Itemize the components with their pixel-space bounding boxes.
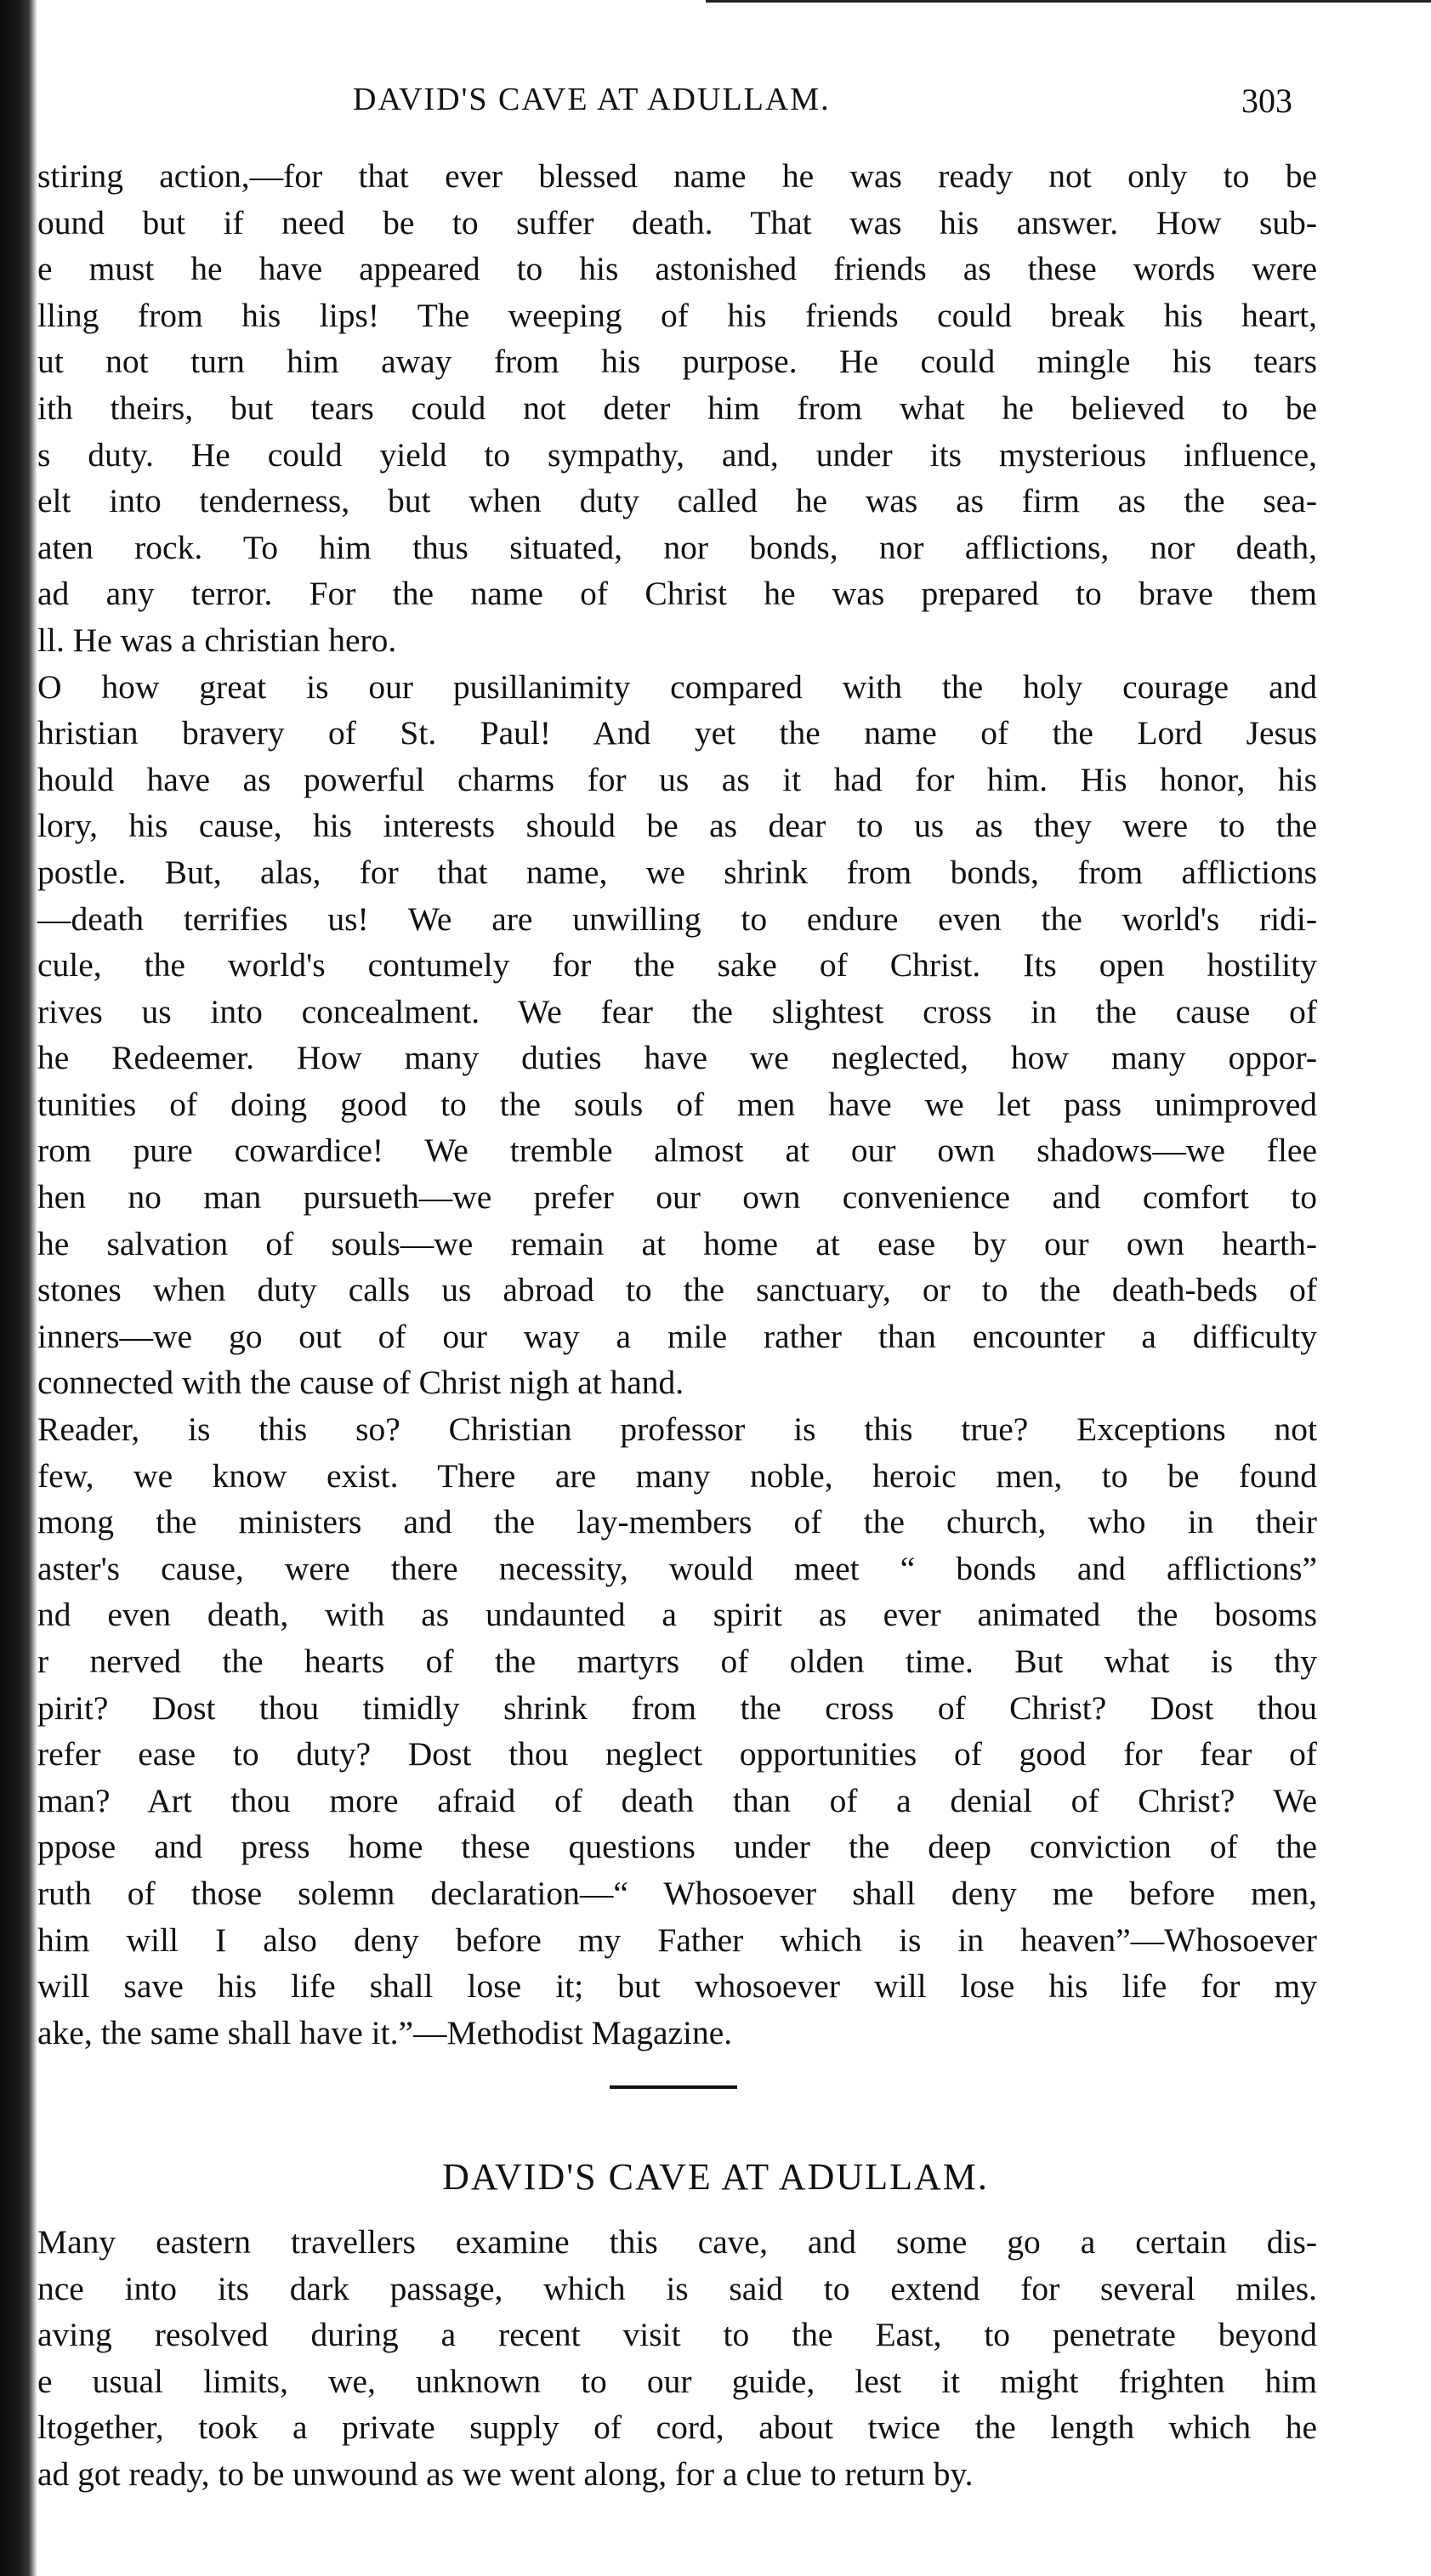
text-line: rives us into concealment. We fear the slightest cross in the cause of <box>37 992 1317 1030</box>
text-line: Reader, is this so? Christian professor is this true? Exceptions not <box>37 1410 1317 1449</box>
text-line: nd even death, with as undaunted a spirit as ever animated the bosoms <box>37 1596 1317 1634</box>
text-line: postle. But, alas, for that name, we shrink from bonds, from afflictions <box>37 853 1317 891</box>
text-line: elt into tenderness, but when duty called he was as firm as the sea- <box>37 482 1317 520</box>
text-line: hristian bravery of St. Paul! And yet the name of the Lord Jesus <box>37 714 1317 752</box>
text-line: ake, the same shall have it.”—Methodist Magazine. <box>37 2013 733 2051</box>
text-line: he Redeemer. How many duties have we neglected, how many oppor- <box>37 1039 1317 1077</box>
text-line: tunities of doing good to the souls of men have we let pass unimproved <box>37 1085 1317 1123</box>
text-line: man? Art thou more afraid of death than of a denial of Christ? We <box>37 1781 1317 1819</box>
running-title: DAVID'S CAVE AT ADULLAM. <box>353 82 831 117</box>
text-line: will save his life shall lose it; but whosoever will lose his life for my <box>37 1967 1317 2006</box>
text-line: ruth of those solemn declaration—“ Whosoever shall deny me before men, <box>37 1874 1317 1912</box>
text-line: lling from his lips! The weeping of his friends could break his heart, <box>37 296 1317 334</box>
text-line: connected with the cause of Christ nigh at hand. <box>37 1364 684 1402</box>
text-line: he salvation of souls—we remain at home at ease by our own hearth- <box>37 1224 1317 1262</box>
text-line: aten rock. To him thus situated, nor bonds, nor afflictions, nor death, <box>37 528 1317 566</box>
text-line: ltogether, took a private supply of cord, about twice the length which he <box>37 2409 1317 2447</box>
text-line: ith theirs, but tears could not deter him from what he believed to be <box>37 389 1317 427</box>
text-line: cule, the world's contumely for the sake of Christ. Its open hostility <box>37 946 1317 984</box>
text-line: few, we know exist. There are many noble, heroic men, to be found <box>37 1456 1317 1495</box>
text-line: ppose and press home these questions under the deep conviction of the <box>37 1828 1317 1866</box>
text-line: ad any terror. For the name of Christ he was prepared to brave them <box>37 575 1317 613</box>
text-line: rom pure cowardice! We tremble almost at our own shadows—we flee <box>37 1132 1317 1170</box>
text-line: O how great is our pusillanimity compared with the holy courage and <box>37 667 1317 706</box>
text-line: pirit? Dost thou timidly shrink from the cross of Christ? Dost thou <box>37 1688 1317 1727</box>
text-line: aving resolved during a recent visit to the East, to penetrate beyond <box>37 2316 1317 2354</box>
text-line: ad got ready, to be unwound as we went along, for a clue to return by. <box>37 2454 974 2493</box>
running-head <box>0 81 1431 123</box>
text-line: ll. He was a christian hero. <box>37 621 397 659</box>
text-line: lory, his cause, his interests should be as dear to us as they were to the <box>37 807 1317 845</box>
text-line: him will I also deny before my Father which is in heaven”—Whosoever <box>37 1921 1317 1959</box>
text-line: hould have as powerful charms for us as it had for him. His honor, his <box>37 760 1317 798</box>
text-line: nce into its dark passage, which is said to extend for several miles. <box>37 2269 1317 2307</box>
text-line: stones when duty calls us abroad to the sanctuary, or to the death-beds of <box>37 1271 1317 1309</box>
section-body <box>37 2219 1317 2498</box>
text-line: hen no man pursueth—we prefer our own convenience and comfort to <box>37 1178 1317 1217</box>
text-line: ound but if need be to suffer death. That was his answer. How sub- <box>37 203 1317 241</box>
text-line: stiring action,—for that ever blessed name he was ready not only to be <box>37 157 1317 195</box>
article-body <box>37 153 1317 2056</box>
top-rule <box>706 0 1431 3</box>
page-number: 303 <box>1241 82 1292 120</box>
text-line: e usual limits, we, unknown to our guide, lest it might frighten him <box>37 2362 1317 2400</box>
section-divider <box>610 2085 737 2089</box>
text-line: refer ease to duty? Dost thou neglect opportunities of good for fear of <box>37 1735 1317 1773</box>
text-line: r nerved the hearts of the martyrs of olden time. But what is thy <box>37 1643 1317 1680</box>
text-line: —death terrifies us! We are unwilling to endure even the world's ridi- <box>37 899 1317 938</box>
text-line: aster's cause, were there necessity, would meet “ bonds and afflictions” <box>37 1549 1317 1587</box>
section-title: DAVID'S CAVE AT ADULLAM. <box>442 2156 989 2198</box>
text-line: s duty. He could yield to sympathy, and, under its mysterious influence, <box>37 435 1317 474</box>
text-line: inners—we go out of our way a mile rather than encounter a difficulty <box>37 1317 1317 1355</box>
text-line: mong the ministers and the lay-members of the church, who in their <box>37 1503 1317 1541</box>
text-line: e must he have appeared to his astonished friends as these words were <box>37 250 1317 288</box>
text-line: ut not turn him away from his purpose. He could mingle his tears <box>37 343 1317 381</box>
text-line: Many eastern travellers examine this cave, and some go a certain dis- <box>37 2223 1317 2261</box>
